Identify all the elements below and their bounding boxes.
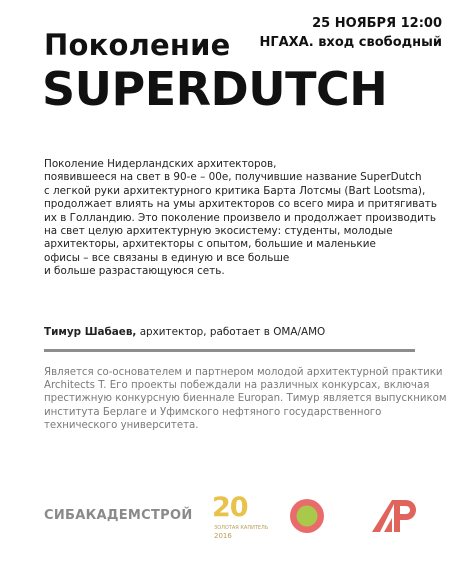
author-credit <box>44 326 325 338</box>
description-line: их в Голландию. Это поколение произвело и продолжает производить <box>44 211 437 224</box>
event-info <box>259 14 442 52</box>
bio-line: Является со-основателем и партнером молодой архитектурной практики <box>44 367 443 378</box>
anniversary-caption: ЗОЛОТАЯ КАПИТЕЛЬ <box>214 525 269 531</box>
sponsor-logos <box>0 490 460 550</box>
description-line: Поколение Нидерландских архитекторов, <box>44 158 277 170</box>
author-name: Тимур Шабаев, <box>44 326 137 338</box>
description-line: продолжает влиять на умы архитекторов со всего мира и притягивать <box>44 198 437 211</box>
description-line: офисы – все связаны в единую и все больше <box>44 251 290 264</box>
circle-logo-icon <box>289 498 325 534</box>
author-bio <box>44 366 447 432</box>
bio-line: престижную конкурсную биеннале Europan. Тимур является выпускником <box>44 393 447 405</box>
description-line: появившееся на свет в 90-е – 00е, получившие название SuperDutch <box>44 171 422 184</box>
golden-capital-logo <box>208 492 269 546</box>
title-line-2: SUPERDUTCH <box>42 62 388 116</box>
author-role: архитектор, работает в OMA/AMO <box>139 326 326 338</box>
lecture-description <box>44 158 437 279</box>
description-line: на свет целую архитектурную экосистему: студенты, молодые <box>44 225 393 238</box>
sibakademstroy-logo: СИБАКАДЕМСТРОЙ <box>44 508 193 523</box>
event-venue: НГАХА. вход свободный <box>259 35 442 50</box>
bio-line: института Берлаге и Уфимского нефтяного государственного <box>44 406 382 418</box>
description-line: с легкой руки архитектурного критика Барта Лотсмы (Bart Lootsma), <box>44 184 426 197</box>
description-line: архитекторы, архитекторы с опытом, большие и маленькие <box>44 238 376 251</box>
description-line: и больше разрастающуюся сеть. <box>44 265 225 278</box>
anniversary-number: 20 <box>212 492 248 523</box>
title-line-1: Поколение <box>44 28 231 62</box>
bio-line: Architects T. Его проекты побеждали на различных конкурсах, включая <box>44 380 430 392</box>
anniversary-year: 2016 <box>214 532 232 540</box>
event-date-time: 25 НОЯБРЯ 12:00 <box>312 16 442 31</box>
divider <box>44 349 415 352</box>
bio-line: технического университета. <box>44 419 199 431</box>
architecture-logo-icon <box>370 496 418 534</box>
